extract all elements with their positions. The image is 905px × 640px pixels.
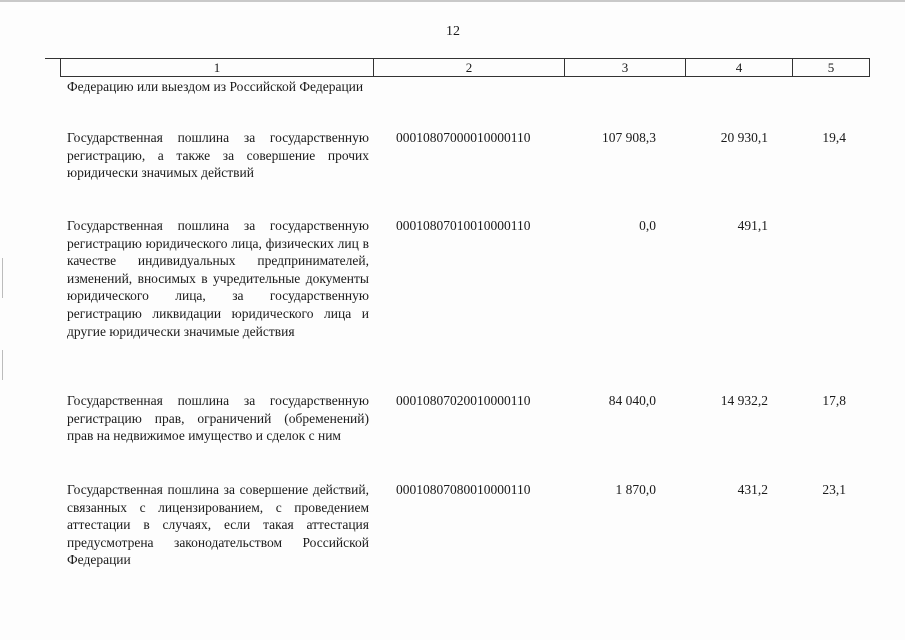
row-col5-value: 17,8 — [822, 393, 846, 408]
row-col3-value: 0,0 — [639, 218, 656, 233]
header-cell-5 — [792, 58, 870, 77]
row-code: 00010807080010000110 — [396, 482, 531, 497]
row-description: Государственная пошлина за государственную регистрацию прав, ограничений (обременений) прав на недвижимое имущество и сделок с ним — [67, 393, 369, 444]
header-cell-2 — [373, 58, 564, 77]
row-col3-value: 107 908,3 — [602, 130, 656, 145]
row-col4-value: 491,1 — [737, 218, 768, 233]
header-label: 3 — [621, 60, 629, 75]
row-col4-value: 14 932,2 — [720, 393, 768, 408]
continuation-text: Федерацию или выездом из Российской Федерации — [67, 79, 364, 94]
header-label: 2 — [465, 60, 473, 75]
row-col5-value: 23,1 — [822, 482, 846, 497]
page-number: 12 — [446, 24, 460, 39]
row-code: 00010807020010000110 — [396, 393, 531, 408]
scan-top-edge — [0, 0, 905, 2]
header-label: 4 — [735, 60, 743, 75]
row-description: Государственная пошлина за совершение действий, связанных с лицензированием, с проведением аттестации в случаях, если такая аттестация предусмотрена законодательством Российской Федерации — [67, 482, 369, 568]
header-cell-3 — [564, 58, 685, 77]
scan-margin-mark — [2, 350, 3, 380]
table-border-stub — [45, 58, 60, 59]
row-col3-value: 84 040,0 — [608, 393, 656, 408]
row-description: Государственная пошлина за государственную регистрацию, а также за совершение прочих юридически значимых действий — [67, 130, 369, 181]
header-cell-1 — [60, 58, 373, 77]
row-col4-value: 431,2 — [737, 482, 768, 497]
header-label: 1 — [213, 60, 221, 75]
row-col5-value: 19,4 — [822, 130, 846, 145]
scan-margin-mark — [2, 258, 3, 298]
row-col4-value: 20 930,1 — [720, 130, 768, 145]
row-code: 00010807010010000110 — [396, 218, 531, 233]
row-description: Государственная пошлина за государственную регистрацию юридического лица, физических лиц в качестве индивидуальных предпринимателей, изменений, вносимых в учредительные документы юридического лица, за государственную регистрацию ликвидации юридического лица и другие юридически значимые действия — [67, 218, 369, 339]
header-cell-4 — [685, 58, 792, 77]
header-label: 5 — [827, 60, 835, 75]
row-col3-value: 1 870,0 — [615, 482, 656, 497]
row-code: 00010807000010000110 — [396, 130, 531, 145]
